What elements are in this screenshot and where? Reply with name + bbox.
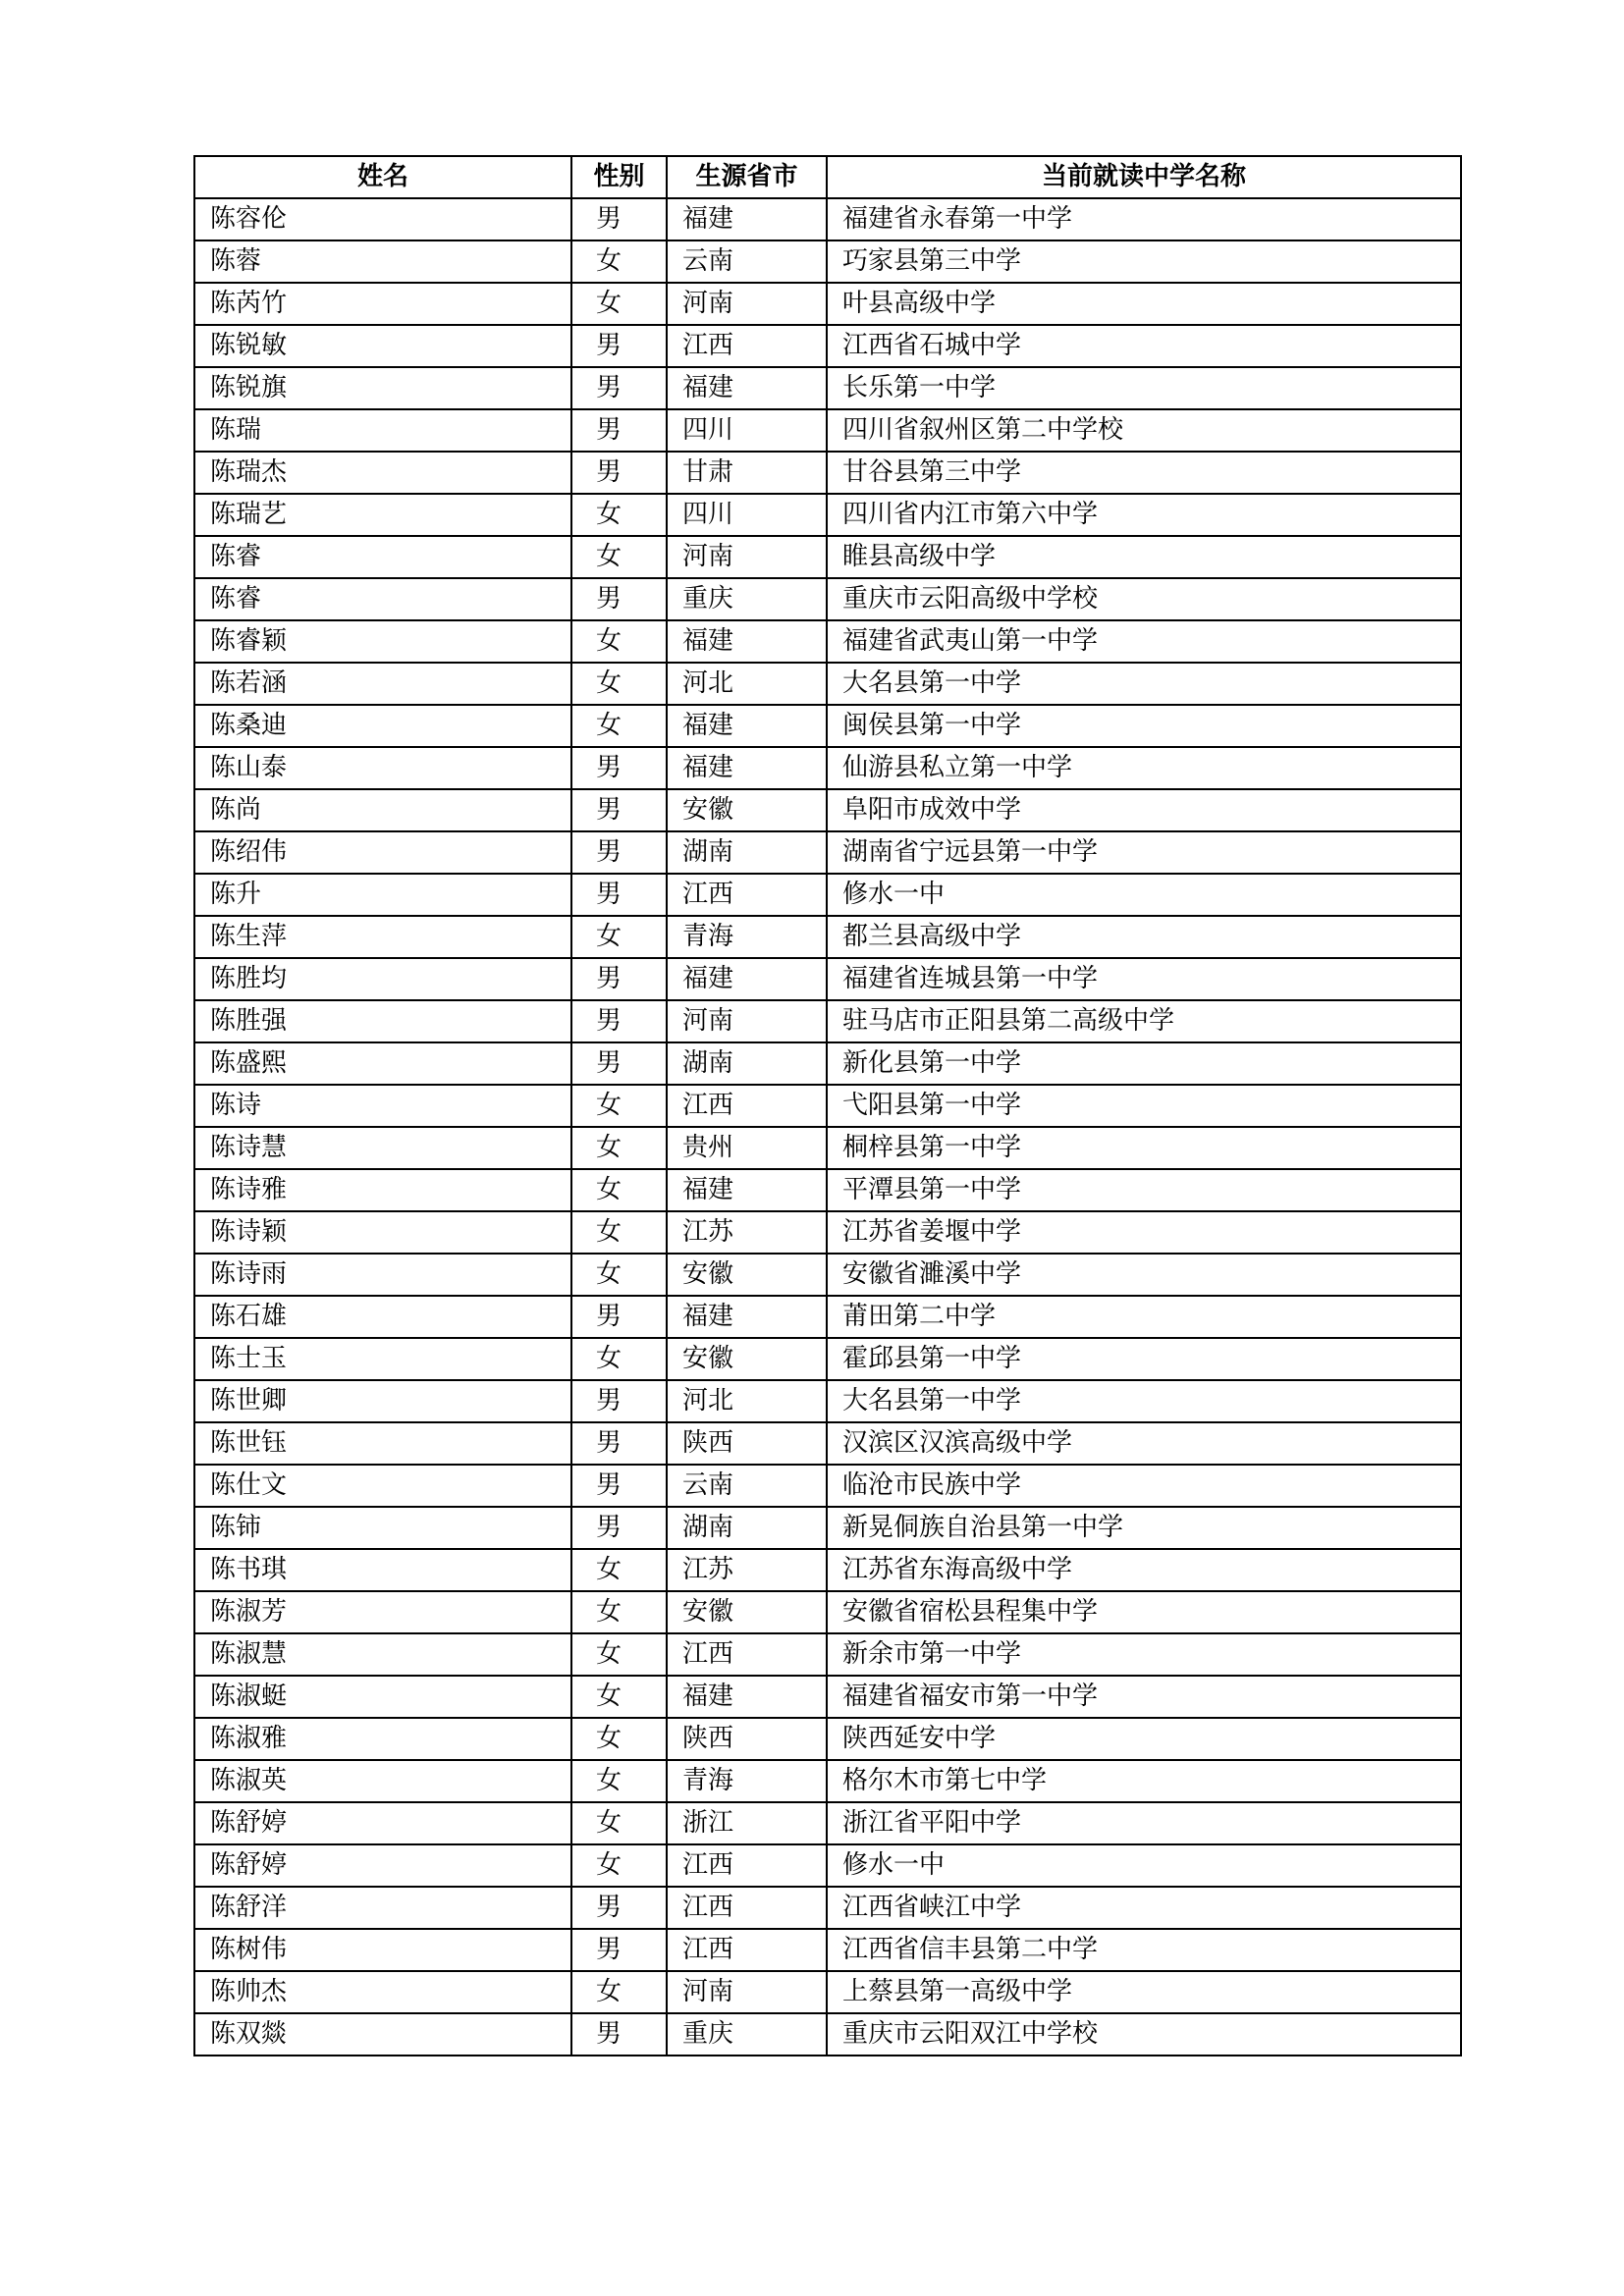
cell-name: 陈石雄 xyxy=(194,1296,571,1338)
cell-school: 新晃侗族自治县第一中学 xyxy=(827,1507,1461,1549)
cell-province: 河南 xyxy=(667,283,827,325)
cell-gender: 男 xyxy=(571,452,667,494)
cell-gender: 女 xyxy=(571,1211,667,1254)
cell-gender: 女 xyxy=(571,1254,667,1296)
table-row xyxy=(194,1507,1461,1549)
table-row xyxy=(194,1465,1461,1507)
header-school: 当前就读中学名称 xyxy=(827,156,1461,198)
cell-province: 江苏 xyxy=(667,1211,827,1254)
cell-gender: 男 xyxy=(571,1042,667,1085)
cell-name: 陈瑞 xyxy=(194,409,571,452)
cell-school: 驻马店市正阳县第二高级中学 xyxy=(827,1000,1461,1042)
cell-gender: 男 xyxy=(571,1000,667,1042)
cell-school: 安徽省濉溪中学 xyxy=(827,1254,1461,1296)
cell-gender: 男 xyxy=(571,1422,667,1465)
cell-province: 江西 xyxy=(667,1633,827,1676)
cell-name: 陈舒婷 xyxy=(194,1802,571,1844)
table-row xyxy=(194,620,1461,663)
cell-name: 陈睿 xyxy=(194,578,571,620)
cell-school: 格尔木市第七中学 xyxy=(827,1760,1461,1802)
cell-province: 重庆 xyxy=(667,578,827,620)
table-row xyxy=(194,536,1461,578)
cell-gender: 女 xyxy=(571,1085,667,1127)
cell-province: 四川 xyxy=(667,494,827,536)
cell-name: 陈睿 xyxy=(194,536,571,578)
cell-school: 都兰县高级中学 xyxy=(827,916,1461,958)
table-row xyxy=(194,325,1461,367)
cell-school: 福建省武夷山第一中学 xyxy=(827,620,1461,663)
cell-school: 新化县第一中学 xyxy=(827,1042,1461,1085)
table-row xyxy=(194,452,1461,494)
table-row xyxy=(194,367,1461,409)
cell-gender: 男 xyxy=(571,789,667,831)
cell-school: 巧家县第三中学 xyxy=(827,240,1461,283)
cell-province: 福建 xyxy=(667,1676,827,1718)
cell-province: 安徽 xyxy=(667,1591,827,1633)
cell-name: 陈世卿 xyxy=(194,1380,571,1422)
table-row xyxy=(194,1422,1461,1465)
cell-gender: 女 xyxy=(571,1676,667,1718)
table-row xyxy=(194,1971,1461,2013)
cell-school: 江苏省东海高级中学 xyxy=(827,1549,1461,1591)
cell-name: 陈瑞杰 xyxy=(194,452,571,494)
cell-school: 临沧市民族中学 xyxy=(827,1465,1461,1507)
cell-gender: 女 xyxy=(571,1549,667,1591)
cell-school: 修水一中 xyxy=(827,874,1461,916)
cell-province: 江西 xyxy=(667,1929,827,1971)
cell-school: 福建省连城县第一中学 xyxy=(827,958,1461,1000)
cell-name: 陈蓉 xyxy=(194,240,571,283)
cell-gender: 女 xyxy=(571,1760,667,1802)
cell-name: 陈淑英 xyxy=(194,1760,571,1802)
cell-school: 叶县高级中学 xyxy=(827,283,1461,325)
cell-school: 安徽省宿松县程集中学 xyxy=(827,1591,1461,1633)
cell-gender: 男 xyxy=(571,958,667,1000)
cell-gender: 女 xyxy=(571,1633,667,1676)
cell-gender: 女 xyxy=(571,916,667,958)
cell-province: 江西 xyxy=(667,1844,827,1887)
cell-name: 陈诗颖 xyxy=(194,1211,571,1254)
table-row xyxy=(194,1549,1461,1591)
table-row xyxy=(194,831,1461,874)
cell-name: 陈绍伟 xyxy=(194,831,571,874)
cell-gender: 女 xyxy=(571,1169,667,1211)
cell-province: 湖南 xyxy=(667,1507,827,1549)
cell-name: 陈瑞艺 xyxy=(194,494,571,536)
cell-school: 上蔡县第一高级中学 xyxy=(827,1971,1461,2013)
cell-school: 福建省永春第一中学 xyxy=(827,198,1461,240)
cell-name: 陈铈 xyxy=(194,1507,571,1549)
cell-school: 四川省叙州区第二中学校 xyxy=(827,409,1461,452)
cell-province: 甘肃 xyxy=(667,452,827,494)
cell-province: 河南 xyxy=(667,1971,827,2013)
cell-province: 浙江 xyxy=(667,1802,827,1844)
table-row xyxy=(194,916,1461,958)
cell-name: 陈世钰 xyxy=(194,1422,571,1465)
cell-gender: 女 xyxy=(571,1718,667,1760)
cell-province: 福建 xyxy=(667,705,827,747)
cell-gender: 女 xyxy=(571,1127,667,1169)
cell-name: 陈淑雅 xyxy=(194,1718,571,1760)
cell-school: 睢县高级中学 xyxy=(827,536,1461,578)
cell-province: 福建 xyxy=(667,198,827,240)
cell-gender: 男 xyxy=(571,1887,667,1929)
cell-name: 陈胜强 xyxy=(194,1000,571,1042)
cell-gender: 男 xyxy=(571,1380,667,1422)
cell-name: 陈书琪 xyxy=(194,1549,571,1591)
cell-school: 修水一中 xyxy=(827,1844,1461,1887)
cell-name: 陈淑蜓 xyxy=(194,1676,571,1718)
table-row xyxy=(194,1929,1461,1971)
cell-name: 陈淑芳 xyxy=(194,1591,571,1633)
table-row xyxy=(194,240,1461,283)
table-body xyxy=(194,198,1461,2056)
cell-gender: 男 xyxy=(571,1507,667,1549)
table-header xyxy=(194,156,1461,198)
cell-gender: 女 xyxy=(571,240,667,283)
cell-name: 陈诗慧 xyxy=(194,1127,571,1169)
cell-gender: 女 xyxy=(571,1844,667,1887)
cell-school: 江西省信丰县第二中学 xyxy=(827,1929,1461,1971)
cell-school: 四川省内江市第六中学 xyxy=(827,494,1461,536)
cell-gender: 男 xyxy=(571,325,667,367)
cell-gender: 女 xyxy=(571,494,667,536)
cell-gender: 女 xyxy=(571,705,667,747)
cell-province: 福建 xyxy=(667,367,827,409)
cell-school: 陕西延安中学 xyxy=(827,1718,1461,1760)
cell-school: 福建省福安市第一中学 xyxy=(827,1676,1461,1718)
table-row xyxy=(194,1338,1461,1380)
cell-name: 陈胜均 xyxy=(194,958,571,1000)
cell-school: 湖南省宁远县第一中学 xyxy=(827,831,1461,874)
cell-name: 陈芮竹 xyxy=(194,283,571,325)
table-row xyxy=(194,1591,1461,1633)
cell-school: 莆田第二中学 xyxy=(827,1296,1461,1338)
cell-name: 陈容伦 xyxy=(194,198,571,240)
cell-province: 湖南 xyxy=(667,831,827,874)
cell-name: 陈士玉 xyxy=(194,1338,571,1380)
cell-name: 陈生萍 xyxy=(194,916,571,958)
header-name: 姓名 xyxy=(194,156,571,198)
cell-province: 陕西 xyxy=(667,1718,827,1760)
cell-gender: 男 xyxy=(571,747,667,789)
cell-gender: 女 xyxy=(571,1591,667,1633)
cell-school: 甘谷县第三中学 xyxy=(827,452,1461,494)
table-row xyxy=(194,1380,1461,1422)
cell-province: 云南 xyxy=(667,1465,827,1507)
cell-school: 长乐第一中学 xyxy=(827,367,1461,409)
table-row xyxy=(194,1760,1461,1802)
table-row xyxy=(194,283,1461,325)
table-row xyxy=(194,409,1461,452)
cell-gender: 女 xyxy=(571,1971,667,2013)
header-row xyxy=(194,156,1461,198)
cell-school: 桐梓县第一中学 xyxy=(827,1127,1461,1169)
cell-province: 青海 xyxy=(667,916,827,958)
table-row xyxy=(194,578,1461,620)
cell-school: 阜阳市成效中学 xyxy=(827,789,1461,831)
cell-name: 陈树伟 xyxy=(194,1929,571,1971)
cell-name: 陈桑迪 xyxy=(194,705,571,747)
cell-province: 河北 xyxy=(667,1380,827,1422)
table-row xyxy=(194,1676,1461,1718)
cell-name: 陈舒洋 xyxy=(194,1887,571,1929)
cell-school: 闽侯县第一中学 xyxy=(827,705,1461,747)
cell-province: 江西 xyxy=(667,874,827,916)
cell-name: 陈升 xyxy=(194,874,571,916)
table-row xyxy=(194,1802,1461,1844)
table-row xyxy=(194,1211,1461,1254)
cell-gender: 女 xyxy=(571,663,667,705)
table-row xyxy=(194,1254,1461,1296)
cell-province: 贵州 xyxy=(667,1127,827,1169)
header-gender: 性别 xyxy=(571,156,667,198)
cell-name: 陈锐敏 xyxy=(194,325,571,367)
cell-province: 云南 xyxy=(667,240,827,283)
table-row xyxy=(194,958,1461,1000)
cell-school: 江苏省姜堰中学 xyxy=(827,1211,1461,1254)
cell-province: 福建 xyxy=(667,1296,827,1338)
cell-province: 福建 xyxy=(667,747,827,789)
cell-province: 安徽 xyxy=(667,789,827,831)
table-row xyxy=(194,1127,1461,1169)
cell-gender: 男 xyxy=(571,1296,667,1338)
cell-school: 仙游县私立第一中学 xyxy=(827,747,1461,789)
cell-school: 新余市第一中学 xyxy=(827,1633,1461,1676)
cell-gender: 男 xyxy=(571,409,667,452)
cell-province: 河南 xyxy=(667,1000,827,1042)
student-roster-table xyxy=(193,155,1462,2056)
cell-province: 福建 xyxy=(667,1169,827,1211)
cell-province: 陕西 xyxy=(667,1422,827,1465)
cell-school: 弋阳县第一中学 xyxy=(827,1085,1461,1127)
cell-name: 陈睿颖 xyxy=(194,620,571,663)
table-row xyxy=(194,1169,1461,1211)
cell-province: 安徽 xyxy=(667,1254,827,1296)
table-row xyxy=(194,1718,1461,1760)
cell-province: 福建 xyxy=(667,958,827,1000)
cell-name: 陈诗雨 xyxy=(194,1254,571,1296)
cell-school: 汉滨区汉滨高级中学 xyxy=(827,1422,1461,1465)
table-row xyxy=(194,789,1461,831)
cell-name: 陈山泰 xyxy=(194,747,571,789)
cell-name: 陈诗雅 xyxy=(194,1169,571,1211)
cell-province: 河北 xyxy=(667,663,827,705)
cell-school: 大名县第一中学 xyxy=(827,1380,1461,1422)
table-row xyxy=(194,1296,1461,1338)
cell-province: 青海 xyxy=(667,1760,827,1802)
cell-school: 浙江省平阳中学 xyxy=(827,1802,1461,1844)
table-row xyxy=(194,1844,1461,1887)
cell-gender: 男 xyxy=(571,874,667,916)
table-row xyxy=(194,1085,1461,1127)
cell-name: 陈尚 xyxy=(194,789,571,831)
cell-gender: 男 xyxy=(571,2013,667,2056)
table-row xyxy=(194,1887,1461,1929)
cell-gender: 女 xyxy=(571,620,667,663)
cell-name: 陈舒婷 xyxy=(194,1844,571,1887)
cell-school: 重庆市云阳双江中学校 xyxy=(827,2013,1461,2056)
table-row xyxy=(194,705,1461,747)
cell-name: 陈若涵 xyxy=(194,663,571,705)
cell-name: 陈帅杰 xyxy=(194,1971,571,2013)
table-row xyxy=(194,1633,1461,1676)
cell-name: 陈锐旗 xyxy=(194,367,571,409)
cell-province: 河南 xyxy=(667,536,827,578)
cell-gender: 男 xyxy=(571,1465,667,1507)
cell-gender: 男 xyxy=(571,578,667,620)
cell-school: 平潭县第一中学 xyxy=(827,1169,1461,1211)
cell-school: 大名县第一中学 xyxy=(827,663,1461,705)
table-row xyxy=(194,1042,1461,1085)
cell-province: 重庆 xyxy=(667,2013,827,2056)
cell-name: 陈双燚 xyxy=(194,2013,571,2056)
cell-gender: 女 xyxy=(571,536,667,578)
table-row xyxy=(194,874,1461,916)
cell-gender: 女 xyxy=(571,1338,667,1380)
cell-name: 陈诗 xyxy=(194,1085,571,1127)
cell-province: 江西 xyxy=(667,325,827,367)
table-row xyxy=(194,2013,1461,2056)
cell-gender: 男 xyxy=(571,198,667,240)
cell-gender: 男 xyxy=(571,367,667,409)
cell-gender: 男 xyxy=(571,1929,667,1971)
cell-gender: 女 xyxy=(571,1802,667,1844)
cell-school: 霍邱县第一中学 xyxy=(827,1338,1461,1380)
cell-school: 江西省峡江中学 xyxy=(827,1887,1461,1929)
cell-school: 重庆市云阳高级中学校 xyxy=(827,578,1461,620)
cell-name: 陈盛熙 xyxy=(194,1042,571,1085)
table-row xyxy=(194,663,1461,705)
cell-gender: 女 xyxy=(571,283,667,325)
cell-school: 江西省石城中学 xyxy=(827,325,1461,367)
cell-province: 安徽 xyxy=(667,1338,827,1380)
table-row xyxy=(194,198,1461,240)
cell-province: 江苏 xyxy=(667,1549,827,1591)
table-row xyxy=(194,494,1461,536)
cell-gender: 男 xyxy=(571,831,667,874)
cell-name: 陈淑慧 xyxy=(194,1633,571,1676)
cell-province: 四川 xyxy=(667,409,827,452)
cell-province: 湖南 xyxy=(667,1042,827,1085)
header-province: 生源省市 xyxy=(667,156,827,198)
cell-province: 江西 xyxy=(667,1887,827,1929)
table-row xyxy=(194,747,1461,789)
table-row xyxy=(194,1000,1461,1042)
cell-name: 陈仕文 xyxy=(194,1465,571,1507)
cell-province: 福建 xyxy=(667,620,827,663)
cell-province: 江西 xyxy=(667,1085,827,1127)
